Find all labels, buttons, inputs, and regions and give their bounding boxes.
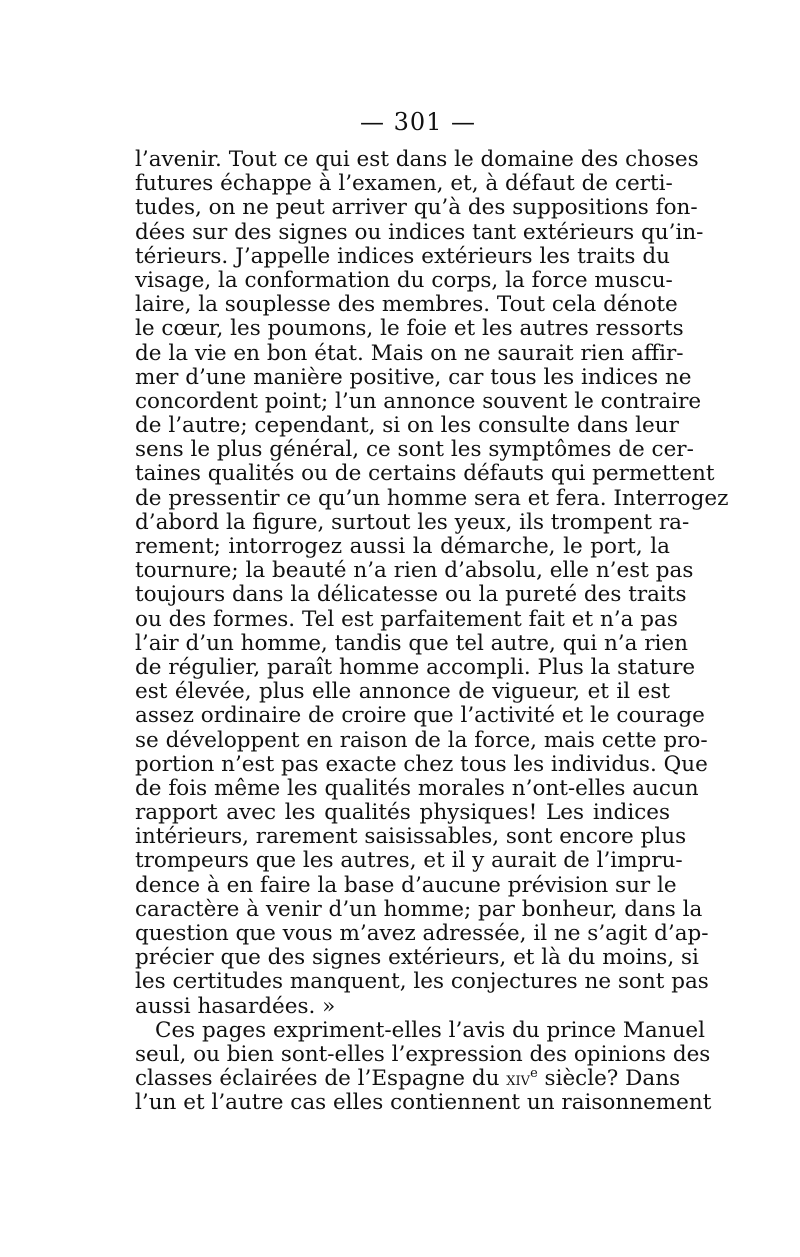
text-line: le cœur, les poumons, le foie et les autres ressorts <box>135 316 684 342</box>
text-line: assez ordinaire de croire que l’activité et le courage <box>135 703 705 729</box>
text-line: dées sur des signes ou indices tant extérieurs qu’in- <box>135 219 704 245</box>
text-line: caractère à venir d’un homme; par bonheur, dans la <box>135 896 703 922</box>
text-line: portion n’est pas exacte chez tous les individus. Que <box>135 751 708 777</box>
text-line: toujours dans la délicatesse ou la pureté des traits <box>135 582 687 608</box>
text-fragment: siècle? Dans <box>537 1066 681 1092</box>
text-line: rapport avec les qualités physiques! Les indices <box>135 800 670 826</box>
text-line: de régulier, paraît homme accompli. Plus la stature <box>135 654 696 680</box>
text-line: question que vous m’avez adressée, il ne s’agit d’ap- <box>135 921 709 946</box>
text-line: tudes, on ne peut arriver qu’à des suppositions fon- <box>135 195 698 221</box>
text-line: aussi hasardées. » <box>135 993 336 1019</box>
text-line: de l’autre; cependant, si on les consulte dans leur <box>135 413 679 439</box>
text-line: tournure; la beauté n’a rien d’absolu, elle n’est pas <box>135 558 694 584</box>
text-line: rement; intorrogez aussi la démarche, le port, la <box>135 534 670 559</box>
text-line: est élevée, plus elle annonce de vigueur, et il est <box>135 679 670 705</box>
text-line: d’abord la figure, surtout les yeux, ils trompent ra- <box>135 509 690 535</box>
text-line: sens le plus général, ce sont les symptômes de cer- <box>135 437 694 463</box>
text-line: seul, ou bien sont-elles l’expression des opinions des <box>135 1041 711 1067</box>
text-line: l’avenir. Tout ce qui est dans le domaine des choses <box>135 147 699 172</box>
text-line: concordent point; l’un annonce souvent le contraire <box>135 388 702 414</box>
body-text <box>135 147 729 1116</box>
text-line: intérieurs, rarement saisissables, sont encore plus <box>135 824 687 850</box>
text-line: l’un et l’autre cas elles contiennent un raisonnement <box>135 1090 712 1116</box>
text-line: de pressentir ce qu’un homme sera et fera. Interrogez <box>135 485 729 511</box>
text-line: précier que des signes extérieurs, et là du moins, si <box>135 945 699 971</box>
text-line: dence à en faire la base d’aucune prévision sur le <box>135 872 677 898</box>
text-line: visage, la conformation du corps, la force muscu- <box>135 267 673 293</box>
roman-numeral: xiv <box>506 1069 531 1091</box>
superscript: e <box>530 1065 538 1081</box>
text-line: de la vie en bon état. Mais on ne saurait rien affir- <box>135 340 684 366</box>
text-line-century <box>135 1065 681 1092</box>
text-line: l’air d’un homme, tandis que tel autre, qui n’a rien <box>135 630 689 656</box>
text-line: mer d’une manière positive, car tous les indices ne <box>135 364 692 390</box>
text-line: taines qualités ou de certains défauts qui permettent <box>135 461 715 487</box>
text-line: futures échappe à l’examen, et, à défaut de certi- <box>135 171 673 197</box>
text-line: les certitudes manquent, les conjectures ne sont pas <box>135 969 709 995</box>
text-line: Ces pages expriment-elles l’avis du prince Manuel <box>155 1017 706 1043</box>
text-line: trompeurs que les autres, et il y aurait de l’impru- <box>135 848 683 874</box>
page-number: — 301 — <box>359 108 477 136</box>
text-line: se développent en raison de la force, mais cette pro- <box>135 727 708 753</box>
text-line: laire, la souplesse des membres. Tout cela dénote <box>135 292 678 318</box>
text-line: térieurs. J’appelle indices extérieurs les traits du <box>135 243 670 269</box>
text-fragment: classes éclairées de l’Espagne du <box>135 1066 507 1092</box>
text-line: ou des formes. Tel est parfaitement fait et n’a pas <box>135 606 678 632</box>
text-line: de fois même les qualités morales n’ont-elles aucun <box>135 775 699 801</box>
